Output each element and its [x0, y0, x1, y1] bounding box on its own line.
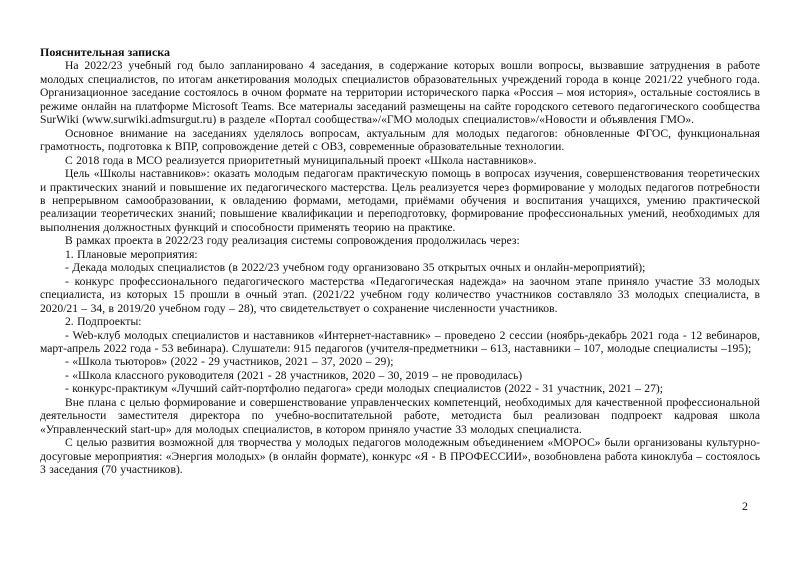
list-heading-planned-events: 1. Плановые мероприятия:	[65, 247, 198, 261]
list-item-site-portfolio-contest: - конкурс-практикум «Лучший сайт-портфолио педагога» среди молодых специалистов (2022 - 31 участник, 2021 – 27);	[65, 382, 663, 396]
paragraph-out-of-plan: Вне плана с целью формирование и совершенствование управленческих компетенций, необходимых для качественной профессиональной деятельности заместителя директора по учебно-воспитательной работе, методиста был реализован подпроект кадровая школа «Управленческий start-up» для молодых специалистов, в котором приняло участие 33 молодых специалиста.	[40, 395, 760, 436]
list-item-tutors-school: - «Школа тьюторов» (2022 - 29 участников, 2021 – 37, 2020 – 29);	[65, 355, 394, 369]
list-item-web-club: - Web-клуб молодых специалистов и наставников «Интернет-наставник» – проведено 2 сессии (ноябрь-декабрь 2021 года - 12 вебинаров, март-апрель 2022 года - 53 вебинара). Слушатели: 915 педагогов (учителя-предметники – 613, наставники – 107, молодые специалисты –195);	[40, 328, 760, 355]
page-number: 2	[742, 499, 748, 513]
document-body	[40, 46, 760, 477]
paragraph-project-since-2018: С 2018 года в МСО реализуется приоритетный муниципальный проект «Школа наставников».	[65, 153, 537, 167]
list-item-contest: - конкурс профессионального педагогического мастерства «Педагогическая надежда» на заочном этапе приняло участие 33 молодых специалиста, из которых 15 прошли в очный этап. (2021/22 учебном году количество участников составляло 33 молодых специалиста, в 2020/21 – 34, в 2019/20 учебном году – 28), что свидетельствует о сохранение численности участников.	[40, 274, 760, 315]
paragraph-project-goal: Цель «Школы наставников»: оказать молодым педагогам практическую помощь в вопросах изучения, совершенствования теоретических и практических знаний и повышение их педагогического мастерства. Цель реализуется через формирование у молодых педагогов потребности в непрерывном самообразовании, к овладению формами, методами, приёмами обучения и воспитания учащихся, умению практической реализации теоретических знаний; повышение квалификации и переподготовку, формирование профессиональных умений, необходимых для выполнения должностных функций и способности применять теорию на практике.	[40, 167, 760, 234]
paragraph-main-focus: Основное внимание на заседаниях уделялось вопросам, актуальным для молодых педагогов: обновленные ФГОС, функциональная грамотность, подготовка к ВПР, сопровождение детей с ОВЗ, современные образовательные технологии.	[40, 126, 760, 154]
paragraph-framework: В рамках проекта в 2022/23 году реализация системы сопровождения продолжилась через:	[65, 234, 520, 248]
list-item-class-teacher-school: - «Школа классного руководителя (2021 - 28 участников, 2020 – 30, 2019 – не проводилась)	[65, 368, 523, 382]
paragraph-intro: На 2022/23 учебный год было запланировано 4 заседания, в содержание которых вошли вопросы, вызвавшие затруднения в работе молодых специалистов, по итогам анкетирования молодых специалистов образовательных учреждений города в конце 2021/22 учебного года. Организационное заседание состоялось в очном формате на территории исторического парка «Россия – моя история», остальные состоялись в режиме онлайн на платформе Microsoft Teams. Все материалы заседаний размещены на сайте городского сетевого педагогического сообщества SurWiki (www.surwiki.admsurgut.ru) в разделе «Портал сообщества»/«ГМО молодых специалистов»/«Новости и объявления ГМО».	[40, 59, 760, 127]
document-title: Пояснительная записка	[40, 45, 171, 59]
list-item-decade: - Декада молодых специалистов (в 2022/23 учебном году организовано 35 открытых очных и онлайн-мероприятий);	[65, 261, 646, 275]
list-heading-subprojects: 2. Подпроекты:	[65, 315, 142, 329]
paragraph-cultural-events: С целью развития возможной для творчества у молодых педагогов молодежным объединением «МОРОС» были организованы культурно-досуговые мероприятия: «Энергия молодых» (в онлайн формате), конкурс «Я - В ПРОФЕССИИ», возобновлена работа киноклуба – состоялось 3 заседания (70 участников).	[40, 436, 760, 477]
